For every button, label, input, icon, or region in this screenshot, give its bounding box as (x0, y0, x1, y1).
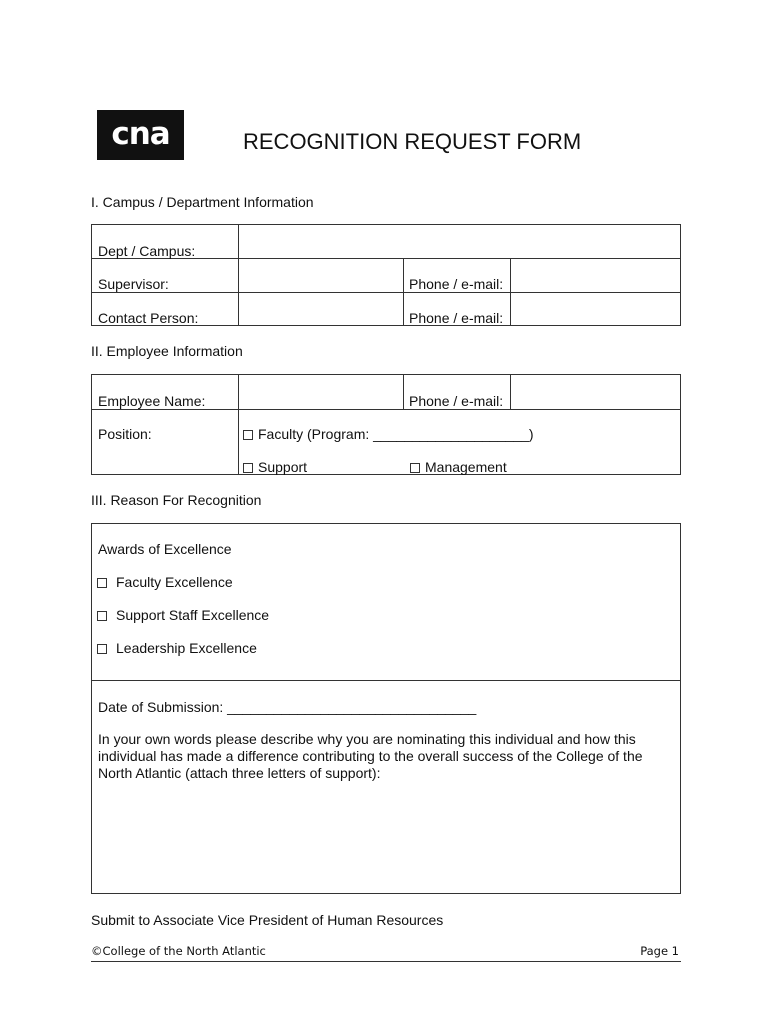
section-campus-heading: I. Campus / Department Information (91, 194, 314, 210)
submit-note: Submit to Associate Vice President of Human Resources (91, 912, 444, 928)
award-label-support: Support Staff Excellence (116, 607, 270, 623)
contact-person-label: Contact Person: (98, 310, 199, 326)
supervisor-phone-label: Phone / e-mail: (409, 276, 504, 292)
dept-campus-field[interactable] (239, 225, 680, 258)
award-checkbox-leadership[interactable] (97, 644, 107, 654)
faculty-option-label: Faculty (Program: ____________________) (258, 426, 534, 442)
footer-page-number: Page 1 (640, 944, 679, 958)
employee-name-label: Employee Name: (98, 393, 206, 409)
footer-rule (91, 961, 681, 962)
supervisor-field[interactable] (239, 259, 403, 292)
nomination-instructions: In your own words please describe why you are nominating this individual and how this individual has made a difference contributing to the overall success of the College of the North Atlantic (attach three letters of support): (98, 731, 643, 781)
management-option-label: Management (425, 459, 507, 475)
employee-phone-label: Phone / e-mail: (409, 393, 504, 409)
nomination-text-area[interactable] (92, 790, 680, 892)
award-checkbox-faculty[interactable] (97, 578, 107, 588)
support-option[interactable] (243, 458, 307, 476)
award-option-faculty[interactable] (97, 573, 233, 591)
faculty-checkbox[interactable] (243, 430, 253, 440)
contact-phone-field[interactable] (511, 293, 680, 325)
cna-logo: cna (97, 110, 184, 160)
date-of-submission: Date of Submission: ________________________________ (98, 699, 477, 715)
form-title: RECOGNITION REQUEST FORM (243, 129, 582, 154)
award-option-support[interactable] (97, 606, 269, 624)
management-option[interactable] (410, 458, 507, 476)
award-label-faculty: Faculty Excellence (116, 574, 233, 590)
footer-copyright: ©College of the North Atlantic (91, 944, 266, 958)
support-checkbox[interactable] (243, 463, 253, 473)
reason-table-divider (91, 680, 681, 681)
supervisor-label: Supervisor: (98, 276, 169, 292)
award-option-leadership[interactable] (97, 639, 257, 657)
section-reason-heading: III. Reason For Recognition (91, 492, 262, 508)
dept-campus-label: Dept / Campus: (98, 243, 196, 259)
position-label: Position: (98, 426, 152, 442)
award-checkbox-support[interactable] (97, 611, 107, 621)
award-label-leadership: Leadership Excellence (116, 640, 257, 656)
contact-phone-label: Phone / e-mail: (409, 310, 504, 326)
employee-phone-field[interactable] (511, 375, 680, 409)
contact-person-field[interactable] (239, 293, 403, 325)
awards-heading: Awards of Excellence (98, 541, 232, 557)
support-option-label: Support (258, 459, 308, 475)
section-employee-heading: II. Employee Information (91, 343, 243, 359)
employee-table-divider (403, 374, 404, 409)
faculty-option[interactable] (243, 425, 534, 443)
campus-table-divider (403, 258, 404, 326)
supervisor-phone-field[interactable] (511, 259, 680, 292)
management-checkbox[interactable] (410, 463, 420, 473)
employee-name-field[interactable] (239, 375, 403, 409)
